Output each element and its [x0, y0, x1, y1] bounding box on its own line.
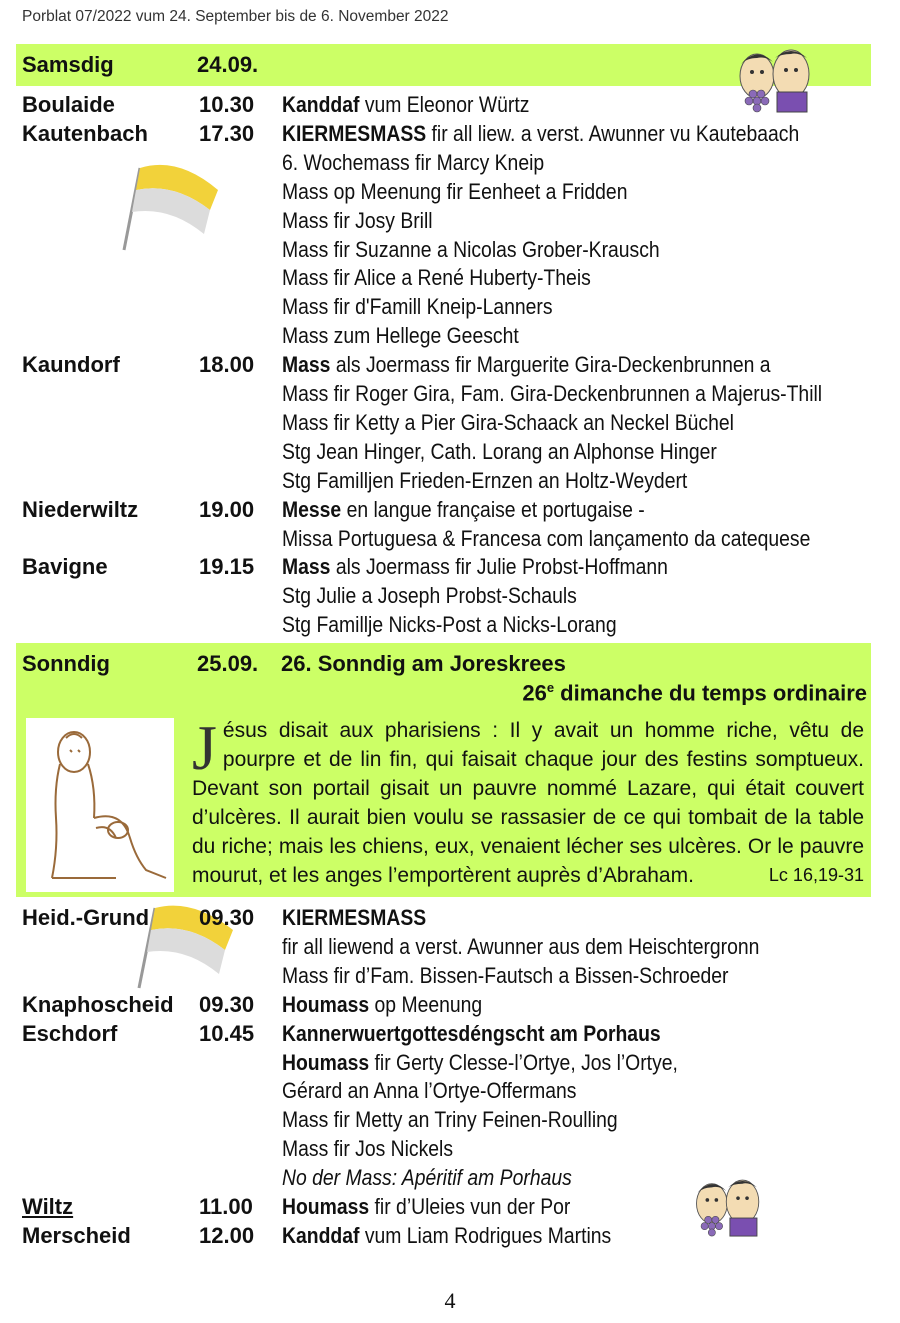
schedule-row [0, 1019, 900, 1048]
mass-description [282, 1019, 661, 1048]
schedule-row [0, 1076, 900, 1105]
place-name: Kautenbach [22, 120, 148, 146]
schedule-row [0, 932, 900, 961]
gospel-dropcap: J [192, 712, 217, 783]
place-name: Eschdorf [22, 1020, 118, 1046]
mass-intention: fir d’Uleies vun der Por [369, 1194, 571, 1219]
schedule-row [0, 961, 900, 990]
mass-time: 09.30 [199, 991, 255, 1017]
place-name: Heid.-Grund [22, 905, 150, 930]
mass-intention: Mass fir Jos Nickels [282, 1136, 454, 1162]
mass-description [282, 90, 529, 119]
schedule-row [0, 1134, 900, 1163]
schedule-row [0, 206, 900, 235]
schedule-row [0, 350, 900, 379]
mass-type: KIERMESMASS [282, 905, 427, 930]
page-number: 4 [444, 1288, 456, 1313]
mass-description [282, 495, 645, 524]
mass-type: KIERMESMASS [282, 120, 427, 146]
mass-time: 12.00 [199, 1222, 255, 1248]
mass-time: 10.30 [199, 92, 255, 117]
mass-time: 11.00 [199, 1194, 253, 1219]
sunday-title: 26. Sonndig am Joreskrees [281, 651, 566, 676]
place-name: Boulaide [22, 92, 115, 117]
mass-description [282, 1163, 572, 1192]
mass-intention: Gérard an Anna l’Ortye-Offermans [282, 1078, 577, 1104]
mass-description [282, 1221, 611, 1250]
mass-intention: Stg Familljе Nicks-Post a Nicks-Lorang [282, 612, 617, 638]
sunday-day: Sonndig [22, 651, 110, 676]
mass-intention: Mass op Meenung fir Eenheet a Fridden [282, 178, 628, 204]
mass-description [282, 581, 577, 610]
mass-description [282, 292, 553, 321]
mass-time: 09.30 [199, 905, 255, 930]
mass-description [282, 437, 717, 466]
mass-description [282, 1192, 570, 1221]
mass-description [282, 1076, 576, 1105]
mass-time: 18.00 [199, 352, 255, 378]
gospel-body: ésus disait aux pharisiens : Il y avait un homme riche, vêtu de pourpre et de lin fin, qui faisait chaque jour des festins somptueux. Devant son portail gisait un pauvre nommé Lazare, qui était couvert d’ulcères. Il aurait bien voulu se rassasier de ce qui tombait de la table du riche; mais les chiens, eux, venaient lécher ses ulcères. Or le pauvre mourut, et les anges l’emportèrent auprès d’Abraham. [192, 719, 864, 887]
subtitle-number: 26 [522, 680, 547, 706]
mass-description [282, 1105, 618, 1134]
mass-description [282, 350, 771, 379]
place-name: Merscheid [22, 1222, 131, 1248]
mass-intention: Mass fir Metty an Triny Feinen-Roulling [282, 1107, 618, 1133]
mass-intention: Stg Julie a Joseph Probst-Schauls [282, 583, 577, 609]
page-header: Porblat 07/2022 vum 24. September bis de 6. November 2022 [22, 8, 449, 25]
place-name: Knaphoscheid [22, 991, 174, 1017]
schedule-row [0, 292, 900, 321]
mass-intention: Mass fir Roger Gira, Fam. Gira-Deckenbrunnen a Majerus-Thill [282, 381, 823, 406]
schedule-row [0, 321, 900, 350]
mass-description [282, 961, 729, 990]
mass-intention: Mass fir Suzanne a Nicolas Grober-Krausch [282, 236, 660, 262]
mass-description [282, 1048, 678, 1077]
mass-time: 19.00 [199, 496, 255, 522]
gospel-reference: Lc 16,19-31 [768, 865, 864, 885]
mass-description [282, 552, 668, 581]
schedule-row [0, 119, 900, 148]
mass-intention: en langue française et portugaise - [341, 496, 645, 522]
schedule-row [0, 990, 900, 1019]
place-name: Niederwiltz [22, 496, 139, 522]
mass-description [282, 379, 822, 408]
mass-description [282, 990, 482, 1019]
schedule-row [0, 437, 900, 466]
mass-description [282, 466, 687, 495]
gospel-text [192, 712, 864, 890]
mass-note: No der Mass: Apéritif am Porhaus [282, 1165, 572, 1191]
mass-intention: 6. Wochemass fir Marcy Kneip [282, 149, 545, 175]
schedule-row [0, 495, 900, 524]
mass-type: Messe [282, 496, 342, 522]
mass-description [282, 206, 433, 235]
mass-intention: Stg Jean Hinger, Cath. Lorang an Alphonse Hinger [282, 438, 717, 464]
subtitle-text: dimanche du temps ordinaire [554, 680, 867, 706]
mass-intention: Missa Portuguesa & Francesa com lançamento da catequese [282, 525, 811, 551]
schedule-row [0, 90, 900, 119]
schedule-row [0, 581, 900, 610]
schedule-row [0, 610, 900, 639]
sunday-subtitle [522, 680, 867, 706]
mass-intention: op Meenung [369, 991, 483, 1017]
mass-type: Kanddaf [282, 1222, 360, 1248]
place-name: Wiltz [22, 1194, 74, 1219]
mass-intention: Mass fir d'Famill Kneip-Lanners [282, 294, 553, 320]
mass-description [282, 235, 660, 264]
sunday-date: 25.09. [197, 651, 259, 676]
mass-intention: vum Eleonor Würtz [359, 92, 530, 117]
mass-intention: Mass zum Hellege Geescht [282, 323, 519, 349]
mass-description [282, 148, 544, 177]
schedule-row [0, 263, 900, 292]
schedule-row [0, 1105, 900, 1134]
mass-type: Mass [282, 352, 331, 378]
mass-description [282, 524, 810, 553]
lazarus-drawing [26, 718, 174, 892]
mass-intention: vum Liam Rodrigues Martins [359, 1222, 612, 1248]
mass-type: Houmass [282, 1049, 370, 1075]
mass-description [282, 610, 617, 639]
mass-intention: als Joermass fir Julie Probst-Hoffmann [330, 554, 668, 580]
schedule-row [0, 408, 900, 437]
mass-intention: Mass fir d’Fam. Bissen-Fautsch a Bissen-Schroeder [282, 962, 729, 988]
mass-type: Kanddaf [282, 92, 360, 117]
mass-description [282, 408, 734, 437]
mass-intention: fir all liewend a verst. Awunner aus dem Heischtergronn [282, 933, 760, 959]
mass-description [282, 119, 799, 148]
schedule-row [0, 1048, 900, 1077]
subtitle-superscript: e [546, 680, 555, 695]
mass-time: 17.30 [199, 120, 255, 146]
mass-intention: Mass fir Ketty a Pier Gira-Schaack an Neckel Büchel [282, 409, 734, 435]
place-name: Bavigne [22, 554, 108, 580]
schedule-row [0, 466, 900, 495]
mass-intention: Stg Familljen Frieden-Ernzen an Holtz-Weydert [282, 467, 688, 493]
mass-description [282, 177, 627, 206]
mass-type: Kannerwuertgottesdéngscht am Porhaus [282, 1020, 661, 1046]
mass-description [282, 321, 519, 350]
mass-description [282, 903, 426, 932]
mass-type: Houmass [282, 1194, 370, 1219]
schedule-row [0, 903, 900, 932]
place-name: Kaundorf [22, 352, 120, 378]
mass-intention: fir Gerty Clesse-l’Ortye, Jos l’Ortye, [369, 1049, 678, 1075]
mass-intention: Mass fir Alice a René Huberty-Theis [282, 265, 591, 291]
schedule-row [0, 552, 900, 581]
mass-time: 19.15 [199, 554, 255, 580]
children-grapes-illustration-2 [692, 1176, 766, 1242]
mass-description [282, 1134, 453, 1163]
mass-intention: als Joermass fir Marguerite Gira-Deckenbrunnen a [330, 352, 771, 378]
mass-intention: fir all liew. a verst. Awunner vu Kautebaach [426, 120, 800, 146]
mass-time: 10.45 [199, 1020, 255, 1046]
schedule-row [0, 235, 900, 264]
saturday-date: 24.09. [197, 52, 259, 77]
saturday-day: Samsdig [22, 52, 114, 77]
schedule-row [0, 524, 900, 553]
mass-description [282, 932, 759, 961]
mass-intention: Mass fir Josy Brill [282, 207, 433, 233]
mass-description [282, 263, 591, 292]
schedule-row [0, 379, 900, 408]
mass-type: Mass [282, 554, 331, 580]
schedule-row [0, 148, 900, 177]
schedule-row [0, 177, 900, 206]
mass-type: Houmass [282, 991, 370, 1017]
